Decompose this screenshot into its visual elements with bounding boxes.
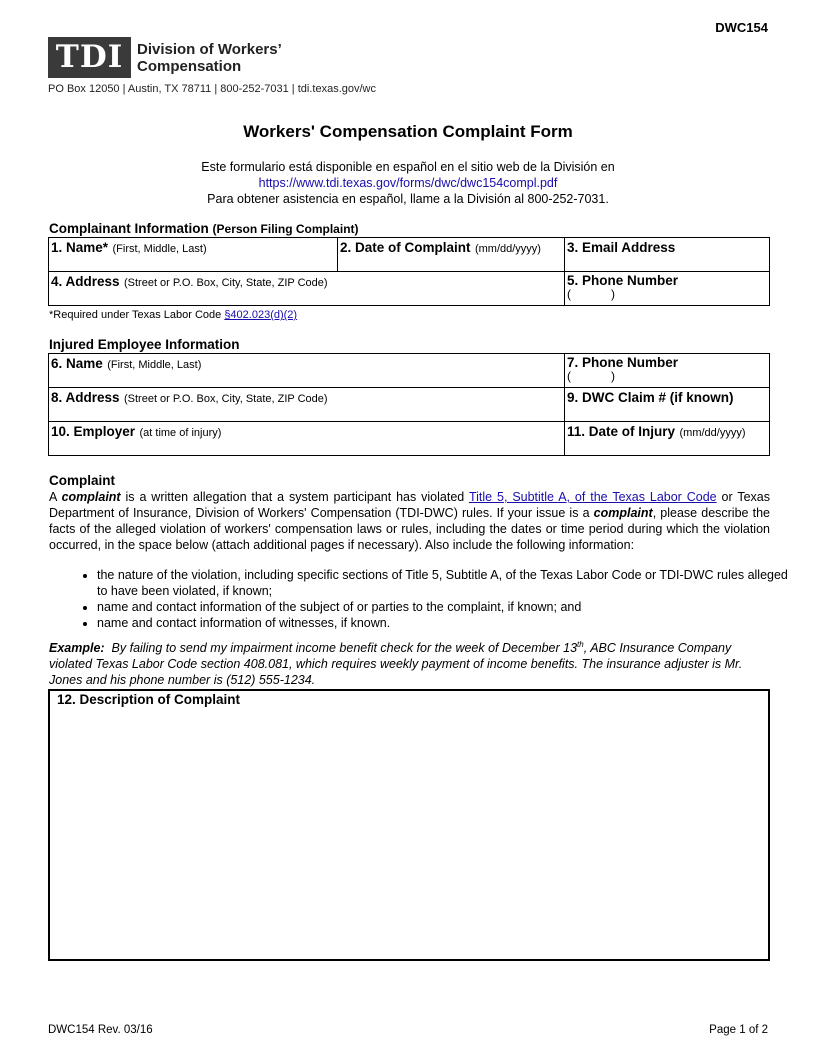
complaint-term-2: complaint [593, 506, 653, 520]
example-label: Example: [49, 641, 105, 656]
spanish-line-3: Para obtener asistencia en español, llame a la División al 800-252-7031. [207, 192, 609, 206]
complaint-heading: Complaint [49, 473, 115, 488]
example-text-1: By failing to send my impairment income benefit check for the week of December 13 [111, 641, 578, 656]
email-field[interactable] [565, 238, 770, 272]
complainant-table [48, 237, 770, 306]
complaint-bullets [49, 567, 797, 631]
complainant-phone-label: 5. Phone Number [567, 273, 679, 288]
employee-address-label: 8. Address [51, 390, 120, 405]
injury-date-sub: (mm/dd/yyyy) [679, 427, 746, 439]
employee-address-sub: (Street or P.O. Box, City, State, ZIP Code) [123, 393, 328, 405]
complaint-text-end: , please describe the facts of the alleged violation of workers' compensation laws or rules, including the dates or time period during which the violation occurred, in the space below (attach additional pages if necessary). Also include the following information: [49, 506, 770, 552]
example-text [49, 637, 770, 688]
complainant-heading-text: Complainant Information [49, 221, 209, 236]
bullet-item: • the nature of the violation, including specific sections of Title 5, Subtitle A, of the Texas Labor Code or TDI-DWC rules alleged to have been violated, if known; [97, 567, 797, 599]
employee-name-field[interactable] [49, 354, 565, 388]
employee-heading: Injured Employee Information [49, 337, 240, 352]
complainant-name-sub: (First, Middle, Last) [112, 243, 207, 255]
logo-text [137, 41, 282, 75]
injury-date-field[interactable] [565, 422, 770, 456]
example-sup: th [577, 640, 584, 649]
complaint-text-mid2: or Texas Department of Insurance, Division of Workers' Compensation (TDI-DWC) rules. If your issue is a [49, 490, 770, 520]
spanish-line-1: Este formulario está disponible en español en el sitio web de la División en [201, 160, 615, 174]
complainant-phone-parens: ( ) [567, 287, 616, 301]
bullet-item: • name and contact information of the subject of or parties to the complaint, if known; and [97, 599, 797, 615]
employer-field[interactable] [49, 422, 565, 456]
complainant-phone-field[interactable] [565, 272, 770, 306]
email-label: 3. Email Address [567, 240, 676, 255]
page-number: Page 1 of 2 [709, 1024, 768, 1036]
complainant-address-field[interactable] [49, 272, 565, 306]
form-revision: DWC154 Rev. 03/16 [48, 1024, 153, 1036]
description-label: 12. Description of Complaint [57, 692, 241, 707]
employer-label: 10. Employer [51, 424, 136, 439]
labor-code-link[interactable]: §402.023(d)(2) [224, 309, 298, 321]
logo-line-1: Division of Workers’ [137, 41, 282, 58]
complainant-name-label: 1. Name* [51, 240, 109, 255]
logo-line-2: Compensation [137, 58, 242, 75]
spanish-notice [0, 159, 816, 207]
employer-sub: (at time of injury) [139, 427, 222, 439]
complaint-date-label: 2. Date of Complaint [340, 240, 471, 255]
complaint-text-mid1: is a written allegation that a system participant has violated [125, 490, 465, 504]
complaint-date-field[interactable] [338, 238, 565, 272]
complainant-heading [49, 221, 359, 236]
employee-table [48, 353, 770, 456]
employee-phone-parens: ( ) [567, 369, 616, 383]
form-code: DWC154 [715, 20, 768, 35]
page-title: Workers' Compensation Complaint Form [243, 122, 573, 141]
complainant-name-field[interactable] [49, 238, 338, 272]
employee-address-field[interactable] [49, 388, 565, 422]
bullet-item: • name and contact information of witnesses, if known. [97, 615, 797, 631]
complainant-address-label: 4. Address [51, 274, 120, 289]
employee-name-label: 6. Name [51, 356, 103, 371]
labor-code-title5-link[interactable]: Title 5, Subtitle A, of the Texas Labor Code [468, 490, 717, 504]
required-note [49, 309, 297, 321]
spanish-form-link[interactable]: https://www.tdi.texas.gov/forms/dwc/dwc154compl.pdf [258, 176, 558, 190]
employee-phone-field[interactable] [565, 354, 770, 388]
tdi-logo: TDI [48, 37, 131, 78]
example-text-2: , ABC Insurance Company violated Texas Labor Code section 408.081, which requires weekly payment of income benefits. The insurance adjuster is Mr. Jones and his phone number is (512) 555-1234. [49, 641, 743, 688]
complaint-paragraph [49, 489, 770, 553]
description-textarea[interactable] [48, 689, 770, 961]
required-note-text: *Required under Texas Labor Code [49, 309, 222, 321]
injury-date-label: 11. Date of Injury [567, 424, 676, 439]
dwc-claim-field[interactable] [565, 388, 770, 422]
complaint-date-sub: (mm/dd/yyyy) [474, 243, 541, 255]
complainant-address-sub: (Street or P.O. Box, City, State, ZIP Code) [123, 277, 328, 289]
employee-phone-label: 7. Phone Number [567, 355, 679, 370]
complaint-term: complaint [61, 490, 121, 504]
complaint-text-a: A [49, 490, 57, 504]
dwc-claim-label: 9. DWC Claim # (if known) [567, 390, 734, 405]
employee-name-sub: (First, Middle, Last) [107, 359, 202, 371]
agency-address: PO Box 12050 | Austin, TX 78711 | 800-252-7031 | tdi.texas.gov/wc [48, 83, 376, 95]
complainant-heading-note: (Person Filing Complaint) [212, 222, 359, 236]
